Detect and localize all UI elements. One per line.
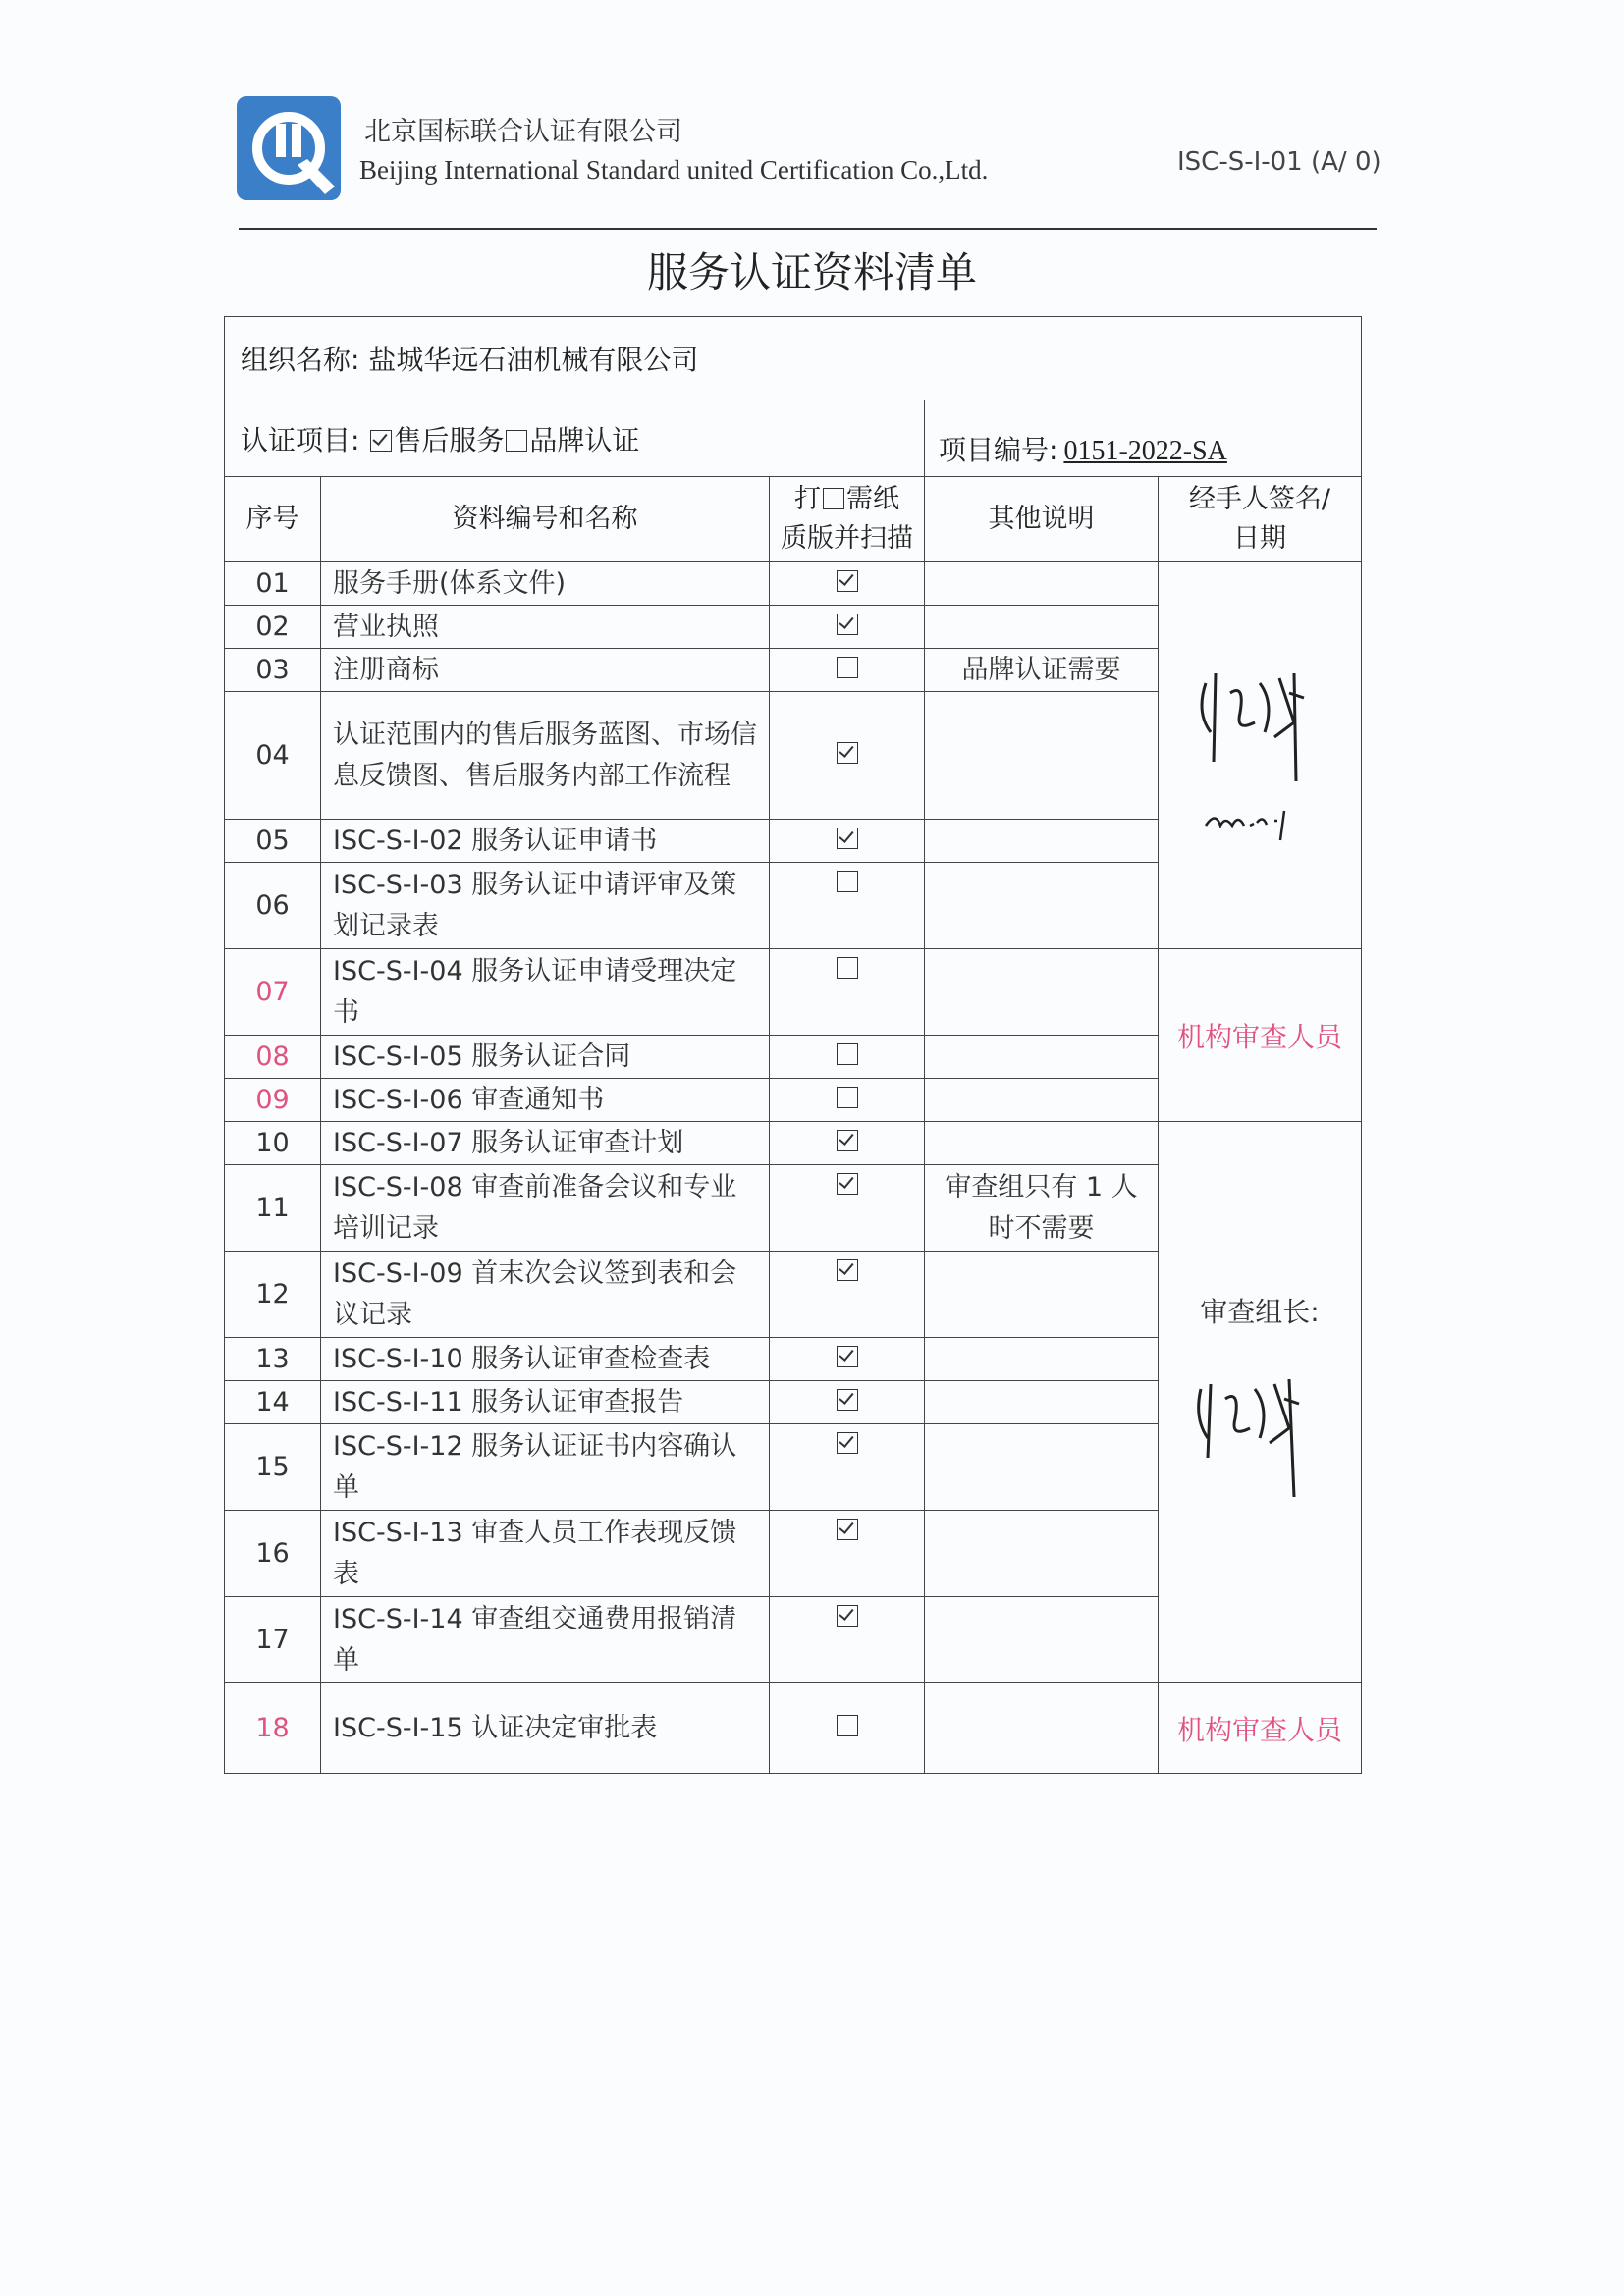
after-sales-checkbox[interactable] (370, 430, 392, 452)
row-name: ISC-S-I-11 服务认证审查报告 (321, 1381, 770, 1424)
row-seq: 04 (225, 692, 321, 820)
row-checkbox[interactable] (837, 1432, 858, 1454)
row-checkbox[interactable] (837, 828, 858, 849)
row-seq: 13 (225, 1338, 321, 1381)
project-row (225, 400, 1362, 477)
row-seq: 15 (225, 1424, 321, 1511)
row-name: ISC-S-I-04 服务认证申请受理决定书 (321, 949, 770, 1036)
row-seq: 11 (225, 1165, 321, 1252)
row-checkbox[interactable] (837, 614, 858, 635)
table-row (225, 1683, 1362, 1774)
row-name: ISC-S-I-06 审查通知书 (321, 1079, 770, 1122)
org-value: 盐城华远石油机械有限公司 (368, 344, 699, 376)
row-name: ISC-S-I-07 服务认证审查计划 (321, 1122, 770, 1165)
row-seq: 05 (225, 820, 321, 863)
handler-signature-cell (1159, 562, 1362, 949)
row-seq: 06 (225, 863, 321, 949)
row-seq: 03 (225, 649, 321, 692)
print-box-icon (823, 488, 844, 509)
row-seq: 18 (225, 1683, 321, 1774)
row-seq: 09 (225, 1079, 321, 1122)
document-number: ISC-S-I-01 (A/ 0) (1177, 147, 1381, 177)
company-name-en: Beijing International Standard united Certification Co.,Ltd. (359, 155, 989, 185)
row-name: 认证范围内的售后服务蓝图、市场信息反馈图、售后服务内部工作流程 (321, 692, 770, 820)
team-leader-label: 审查组长: (1200, 1296, 1320, 1328)
row-checkbox[interactable] (837, 1605, 858, 1627)
col-name: 资料编号和名称 (321, 477, 770, 562)
row-note (925, 1122, 1159, 1165)
row-note (925, 863, 1159, 949)
row-name: ISC-S-I-02 服务认证申请书 (321, 820, 770, 863)
row-seq: 01 (225, 562, 321, 606)
table-row (225, 949, 1362, 1036)
signature-image (1186, 654, 1333, 850)
row-seq: 07 (225, 949, 321, 1036)
company-name-cn: 北京国标联合认证有限公司 (364, 117, 682, 147)
row-checkbox[interactable] (837, 1259, 858, 1281)
row-name: 服务手册(体系文件) (321, 562, 770, 606)
agency-reviewer-cell (1159, 949, 1362, 1122)
row-checkbox[interactable] (837, 742, 858, 764)
col-print: 打 需纸 质版并扫描 (770, 477, 925, 562)
row-seq: 17 (225, 1597, 321, 1683)
row-name: ISC-S-I-03 服务认证申请评审及策划记录表 (321, 863, 770, 949)
row-checkbox[interactable] (837, 871, 858, 892)
row-note (925, 1036, 1159, 1079)
project-label: 认证项目: (241, 423, 360, 456)
row-name: ISC-S-I-09 首末次会议签到表和会议记录 (321, 1252, 770, 1338)
row-checkbox[interactable] (837, 1715, 858, 1736)
row-note (925, 1079, 1159, 1122)
row-seq: 08 (225, 1036, 321, 1079)
org-label: 组织名称: (241, 344, 360, 376)
column-header-row (225, 477, 1362, 562)
project-number-label: 项目编号: (939, 434, 1058, 466)
row-checkbox[interactable] (837, 1173, 858, 1195)
row-checkbox[interactable] (837, 570, 858, 592)
org-cell (225, 317, 1362, 400)
team-leader-signature (1186, 1369, 1333, 1507)
company-logo-icon (237, 96, 341, 200)
agency-reviewer-cell-2 (1159, 1683, 1362, 1774)
row-note (925, 562, 1159, 606)
row-checkbox[interactable] (837, 1389, 858, 1411)
materials-table (224, 316, 1362, 1774)
row-name: ISC-S-I-13 审查人员工作表现反馈表 (321, 1511, 770, 1597)
row-checkbox[interactable] (837, 657, 858, 678)
row-note (925, 820, 1159, 863)
row-name: ISC-S-I-05 服务认证合同 (321, 1036, 770, 1079)
row-note: 品牌认证需要 (925, 649, 1159, 692)
row-name: ISC-S-I-15 认证决定审批表 (321, 1683, 770, 1774)
brand-checkbox[interactable] (506, 430, 527, 452)
row-note (925, 949, 1159, 1036)
row-seq: 10 (225, 1122, 321, 1165)
row-name: ISC-S-I-12 服务认证证书内容确认单 (321, 1424, 770, 1511)
team-leader-cell (1159, 1122, 1362, 1683)
row-note: 审查组只有 1 人时不需要 (925, 1165, 1159, 1252)
row-checkbox[interactable] (837, 1519, 858, 1540)
row-note (925, 1597, 1159, 1683)
agency-reviewer-label: 机构审查人员 (1176, 1020, 1342, 1053)
table-row (225, 1122, 1362, 1165)
col-seq: 序号 (225, 477, 321, 562)
project-number-cell (925, 400, 1362, 477)
row-note (925, 1338, 1159, 1381)
agency-reviewer-label-2: 机构审查人员 (1176, 1713, 1342, 1746)
table-row (225, 562, 1362, 606)
row-checkbox[interactable] (837, 1346, 858, 1367)
row-note (925, 1511, 1159, 1597)
row-name: ISC-S-I-14 审查组交通费用报销清单 (321, 1597, 770, 1683)
row-seq: 16 (225, 1511, 321, 1597)
row-seq: 14 (225, 1381, 321, 1424)
row-seq: 12 (225, 1252, 321, 1338)
row-name: 注册商标 (321, 649, 770, 692)
header-divider (239, 228, 1377, 230)
row-name: ISC-S-I-08 审查前准备会议和专业培训记录 (321, 1165, 770, 1252)
org-row (225, 317, 1362, 400)
row-name: 营业执照 (321, 606, 770, 649)
page-title: 服务认证资料清单 (646, 248, 977, 296)
row-note (925, 606, 1159, 649)
row-checkbox[interactable] (837, 1087, 858, 1108)
row-note (925, 1381, 1159, 1424)
row-checkbox[interactable] (837, 957, 858, 979)
row-note (925, 1252, 1159, 1338)
row-note (925, 1683, 1159, 1774)
project-number-value: 0151-2022-SA (1063, 436, 1227, 466)
row-checkbox[interactable] (837, 1043, 858, 1065)
brand-label: 品牌认证 (529, 423, 640, 456)
col-other: 其他说明 (925, 477, 1159, 562)
col-handler: 经手人签名/ 日期 (1159, 477, 1362, 562)
row-checkbox[interactable] (837, 1130, 858, 1151)
after-sales-label: 售后服务 (394, 423, 505, 456)
row-name: ISC-S-I-10 服务认证审查检查表 (321, 1338, 770, 1381)
row-note (925, 692, 1159, 820)
project-cell (225, 400, 925, 477)
row-note (925, 1424, 1159, 1511)
row-seq: 02 (225, 606, 321, 649)
